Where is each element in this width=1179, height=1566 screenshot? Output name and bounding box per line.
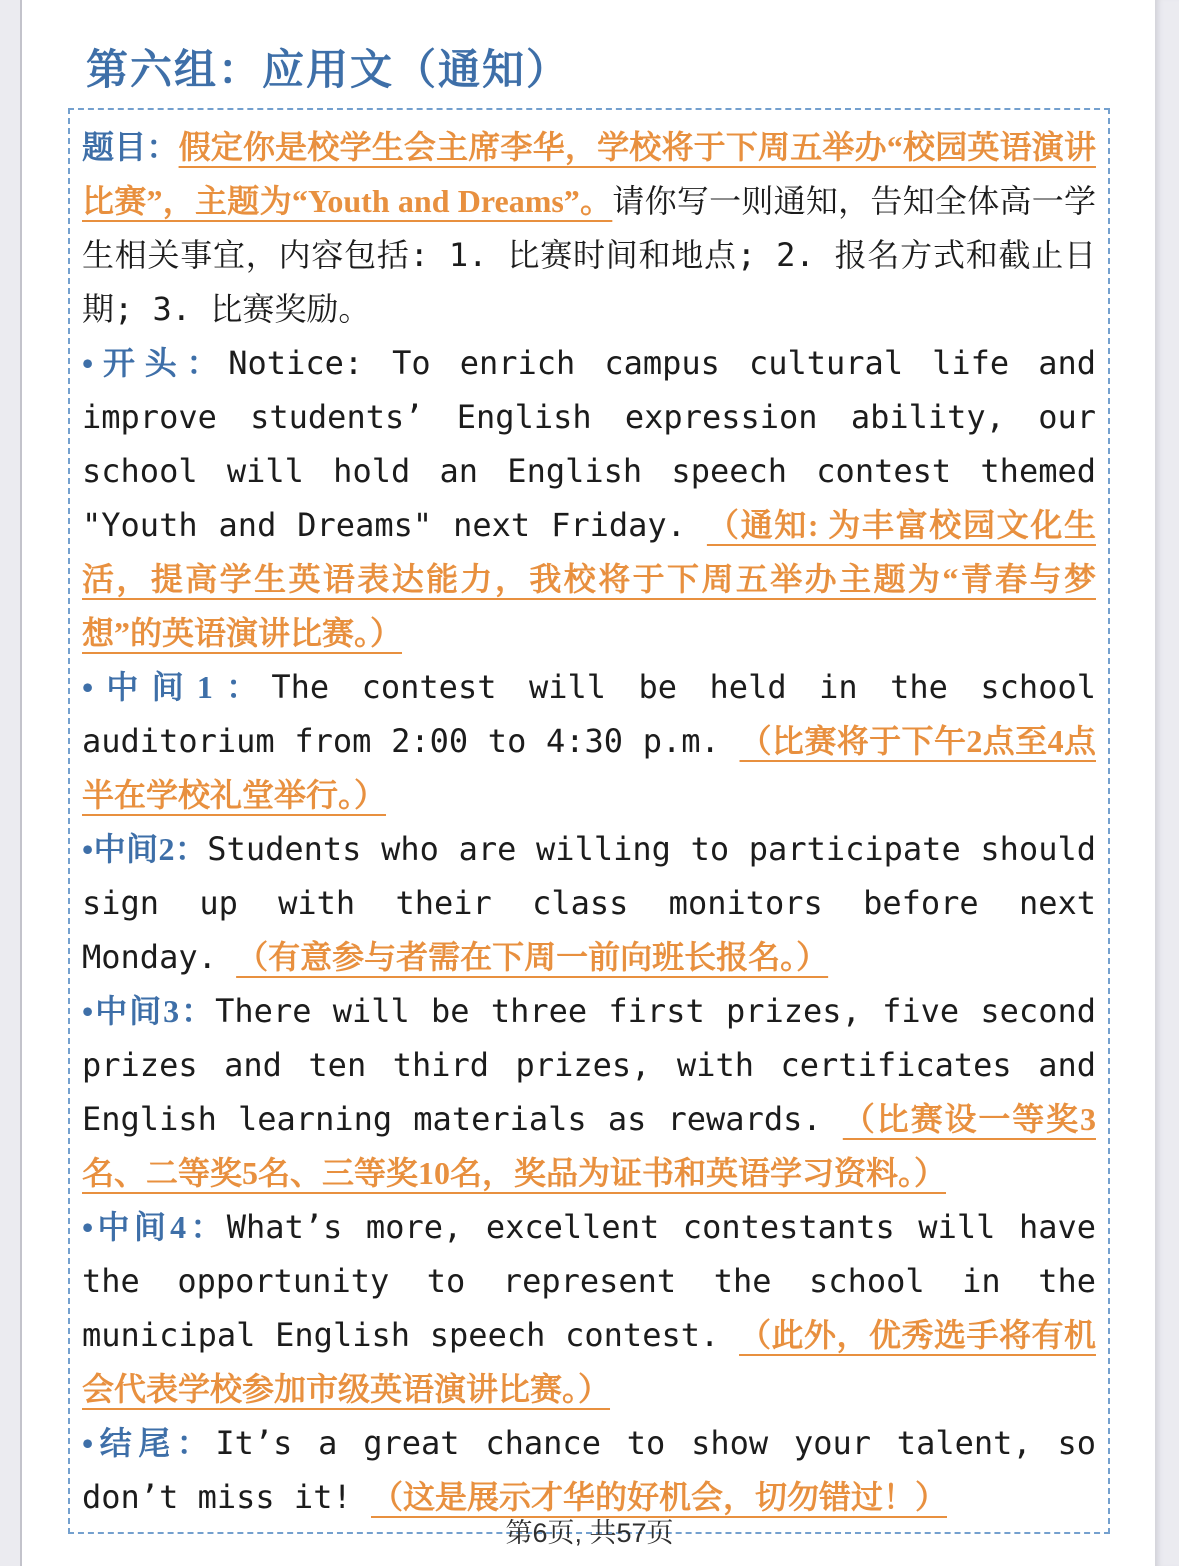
middle-3-translation-text: （比赛设一等奖3名、二等奖5名、三等奖10名，奖品为证书和英语学习资料。） bbox=[82, 1101, 1096, 1191]
paragraph-middle-3 bbox=[82, 984, 1096, 1200]
middle-4-english-text: What’s more, excellent contestants will have the opportunity to represent the school in the municipal English speech contest. bbox=[82, 1208, 1096, 1354]
middle-1-translation-text: （比赛将于下午2点至4点半在学校礼堂举行。） bbox=[82, 723, 1096, 813]
middle-3-label: •中间3： bbox=[82, 993, 216, 1029]
middle-4-translation-text: （此外，优秀选手将有机会代表学校参加市级英语演讲比赛。） bbox=[82, 1317, 1096, 1407]
paragraph-ending bbox=[82, 1416, 1096, 1524]
opening-label: •开头： bbox=[82, 345, 229, 381]
right-page-edge bbox=[1155, 0, 1179, 1566]
middle-3-english-text: There will be three first prizes, five second prizes and ten third prizes, with certificates and English learning materials as rewards. bbox=[82, 992, 1096, 1138]
ending-english-text: It’s a great chance to show your talent, so don’t miss it! bbox=[82, 1424, 1096, 1516]
ending-label: •结尾： bbox=[82, 1425, 216, 1461]
page-title: 第六组：应用文（通知） bbox=[86, 48, 571, 94]
paragraph-middle-2 bbox=[82, 822, 1096, 984]
paragraph-middle-4 bbox=[82, 1200, 1096, 1416]
paragraph-middle-1 bbox=[82, 660, 1096, 822]
middle-2-translation-text: （有意参与者需在下周一前向班长报名。） bbox=[236, 939, 829, 975]
middle-1-english-text: The contest will be held in the school auditorium from 2:00 to 4:30 p.m. bbox=[82, 668, 1096, 760]
middle-2-english-text: Students who are willing to participate should sign up with their class monitors before next Monday. bbox=[82, 830, 1096, 976]
topic-highlight-text: 假定你是校学生会主席李华，学校将于下周五举办“校园英语演讲比赛”，主题为“Youth and Dreams”。 bbox=[82, 129, 1096, 219]
template-box bbox=[68, 108, 1110, 1534]
middle-1-label: •中间1： bbox=[82, 669, 272, 705]
topic-requirements-text: 请你写一则通知，告知全体高一学生相关事宜，内容包括: 1. 比赛时间和地点; 2. 报名方式和截止日期; 3. 比赛奖励。 bbox=[82, 182, 1096, 328]
topic-label: 题目： bbox=[82, 129, 179, 165]
paragraph-opening bbox=[82, 336, 1096, 660]
middle-2-label: •中间2： bbox=[82, 831, 208, 867]
opening-english-text: Notice: To enrich campus cultural life and improve students’ English expression ability, our school will hold an English speech contest themed "Youth and Dreams" next Friday. bbox=[82, 344, 1096, 544]
page-content bbox=[68, 46, 1110, 1534]
page-footer: 第6页, 共57页 bbox=[505, 1518, 674, 1548]
ending-translation-text: （这是展示才华的好机会，切勿错过！） bbox=[370, 1479, 947, 1515]
paragraph-topic bbox=[82, 120, 1096, 336]
middle-4-label: •中间4： bbox=[82, 1209, 227, 1245]
opening-translation-text: （通知: 为丰富校园文化生活，提高学生英语表达能力，我校将于下周五举办主题为“青春与梦想”的英语演讲比赛。） bbox=[82, 507, 1096, 651]
left-page-edge bbox=[0, 0, 22, 1566]
